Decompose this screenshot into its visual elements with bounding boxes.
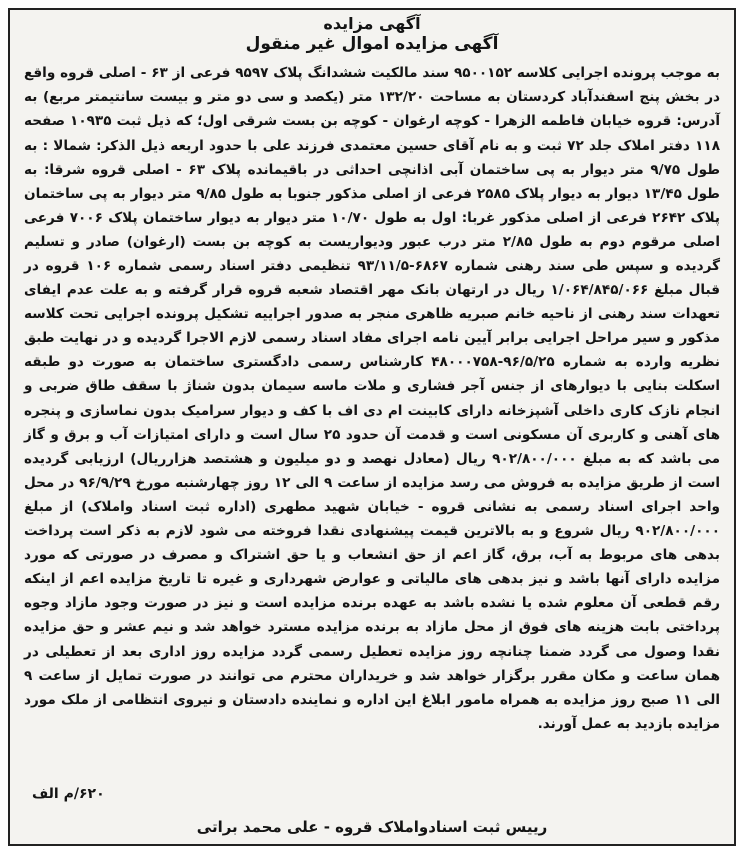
reference-number: ۶۲۰/م الف: [32, 786, 105, 802]
signature-line: رییس ثبت اسنادواملاک قروه - علی محمد براتی: [196, 818, 548, 836]
notice-body: به موجب پرونده اجرایی کلاسه ۹۵۰۰۱۵۲ سند مالکیت ششدانگ پلاک ۹۵۹۷ فرعی از ۶۳ - اصلی قروه واقع در بخش پنج اسفندآباد کردستان به مساحت ۱۳۲/۲۰ متر (یکصد و سی دو متر و بیست سانتیمتر مربع) به آدرس: قروه خیابان فاطمه الزهرا - کوچه ارغوان - کوچه بن بست شرقی اول؛ که ذیل ثبت ۱۰۹۳۵ صفحه ۱۱۸ دفتر املاک جلد ۷۲ ثبت و به نام آقای حسین معتمدی فرزند علی با حدود اربعه ذیل الذکر: شمالا : به طول ۹/۷۵ متر دیوار به پی ساختمان آبی اذانچی احداثی در باقیمانده پلاک ۶۳ - اصلی قروه شرقا: به طول ۱۳/۴۵ دیوار به دیوار پلاک ۲۵۸۵ فرعی از اصلی مذکور جنوبا به طول ۹/۸۵ متر دیوار به پی ساختمان پلاک ۲۶۴۲ فرعی از اصلی مذکور غربا: اول به طول ۱۰/۷۰ متر دیوار به دیوار ساختمان پلاک ۷۰۰۶ فرعی اصلی مرقوم دوم به طول ۲/۸۵ متر درب عبور ودیواریست به کوچه بن بست (ارغوان) صادر و تسلیم گردیده و سپس طی سند رهنی شماره ۶۸۶۷-۹۳/۱۱/۵ تنظیمی دفتر اسناد رسمی شماره ۱۰۶ قروه در قبال مبلغ ۱/۰۶۴/۸۴۵/۰۶۶ ریال در ارتهان بانک مهر اقتصاد شعبه قروه قرار گرفته و به علت عدم ایفای تعهدات سند رهنی از ناحیه خانم صبریه ظاهری منجر به صدور اجراییه تشکیل پرونده اجرایی تحت کلاسه مذکور و سیر مراحل اجرایی برابر آیین نامه اجرای مفاد اسناد رسمی لازم الاجرا گردیده و در نهایت طبق نظریه وارده به شماره ۹۶/۵/۲۵-۴۸۰۰۰۷۵۸ کارشناس رسمی دادگستری ساختمان به صورت دو طبقه اسکلت بنایی با دیوارهای از جنس آجر فشاری و ملات ماسه سیمان بدون شناژ با سقف طاق ضربی و انجام نازک کاری داخلی آشپزخانه دارای کابینت ام دی اف با کف و دیوار سرامیک بدون نماسازی و پنجره های آهنی و کاربری آن مسکونی است و قدمت آن حدود ۲۵ سال است و دارای امتیازات آب و برق و گاز می باشد که به مبلغ ۹۰۲/۸۰۰/۰۰۰ ریال (معادل نهصد و دو میلیون و هشتصد هزارریال) ارزیابی گردیده است از طریق مزایده به فروش می رسد مزایده از ساعت ۹ الی ۱۲ روز چهارشنبه مورخ ۹۶/۹/۲۹ در محل واحد اجرای اسناد رسمی به نشانی قروه - خیابان شهید مطهری (اداره ثبت اسناد واملاک) از مبلغ ۹۰۲/۸۰۰/۰۰۰ ریال شروع و به بالاترین قیمت پیشنهادی نقدا فروخته می شود لازم به ذکر است پرداخت بدهی های مربوط به آب، برق، گاز اعم از حق انشعاب و یا حق اشتراک و مصرف در صورتی که مورد مزایده دارای آنها باشد و نیز بدهی های مالیاتی و عوارض شهرداری و غیره تا تاریخ مزایده اعم از اینکه رقم قطعی آن معلوم شده یا نشده باشد به عهده برنده مزایده است و نیز در صورت وجود مازاد وجوه پرداختی بابت هزینه های فوق از محل مازاد به برنده مزایده مسترد خواهد شد و نیم عشر و حق مزایده نقدا وصول می گردد ضمنا چنانچه روز مزایده تعطیل رسمی گردد مزایده روز اداری بعد از تعطیلی در همان ساعت و مکان مقرر برگزار خواهد شد و خریداران محترم می توانند در صورت تمایل از ساعت ۹ الی ۱۱ صبح روز مزایده به همراه مامور ابلاغ این اداره و نماینده دادستان و نیروی انتظامی از ملک مورد مزایده بازدید به عمل آورند.: [24, 65, 721, 732]
auction-notice: [8, 8, 736, 846]
notice-subtitle: آگهی مزایده اموال غیر منقول: [245, 34, 499, 54]
notice-title: آگهی مزایده: [323, 14, 421, 33]
notice-header: [10, 10, 734, 55]
